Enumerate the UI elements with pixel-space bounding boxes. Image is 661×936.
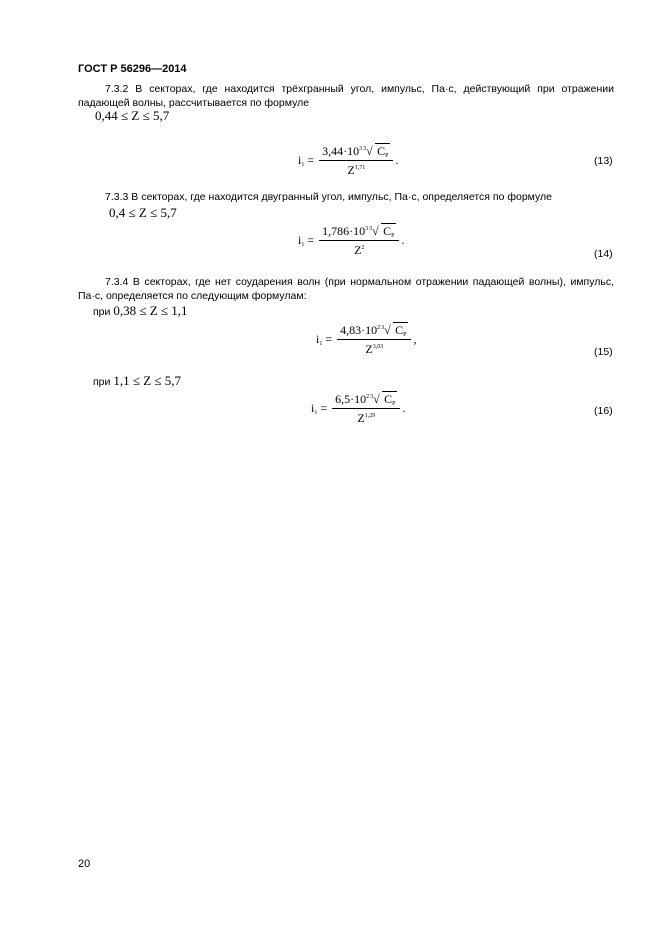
condition-7-3-2: 0,44 ≤ Z ≤ 5,7 [95, 108, 170, 123]
condition-range: 1,1 ≤ Z ≤ 5,7 [113, 373, 182, 388]
formula-numerator: $6,5\cdot 10^{23}$ √ $C_P$ [335, 392, 396, 407]
formula-lhs: $i_1$ = [316, 332, 333, 347]
cube-root-sign: √ $C_P$ [372, 224, 395, 239]
formula-numerator: $4,83\cdot 10^{23}$ √ $C_P$ [340, 323, 407, 338]
condition-prefix: при [93, 306, 111, 318]
formula-13: $i_1$ = $3,44\cdot 10^{33}$ √ $C_P$ Z$^{1,71}$ . [298, 144, 399, 177]
formula-lhs: $i_1$ = [298, 233, 315, 248]
formula-fraction [332, 391, 400, 426]
cube-root-sign: √ $C_P$ [373, 392, 396, 407]
formula-numerator: $1,786\cdot 10^{33}$ √ $C_P$ [322, 224, 395, 239]
page-number: 20 [78, 858, 91, 870]
cube-root-sign: √ $C_P$ [366, 144, 389, 159]
equation-number-14: (14) [594, 248, 613, 260]
formula-denominator: Z$^{1,29}$ [357, 411, 376, 425]
formula-fraction [319, 143, 393, 178]
cube-root-sign: √ $C_P$ [384, 323, 407, 338]
condition-7-3-4b [93, 373, 181, 389]
formula-denominator: Z$^{1,71}$ [347, 163, 366, 177]
document-header: ГОСТ Р 56296—2014 [78, 63, 187, 75]
formula-16: $i_1$ = $6,5\cdot 10^{23}$ √ $C_P$ Z$^{1,29}$ . [311, 392, 406, 425]
formula-fraction [319, 223, 399, 258]
condition-range: 0,38 ≤ Z ≤ 1,1 [113, 303, 188, 318]
formula-lhs: $i_1$ = [311, 401, 328, 416]
paragraph-7-3-4: 7.3.4 В секторах, где нет соударения волн (при нормальном отражении падающей волны), импульс, Па·с, определяется по следующим формулам: [78, 276, 614, 302]
condition-prefix: при [93, 376, 111, 388]
equation-number-13: (13) [594, 155, 613, 167]
formula-14: $i_1$ = $1,786\cdot 10^{33}$ √ $C_P$ $Z^2$ . [298, 224, 405, 257]
equation-number-16: (16) [594, 405, 613, 417]
condition-7-3-3: 0,4 ≤ Z ≤ 5,7 [109, 205, 177, 220]
paragraph-7-3-3: 7.3.3 В секторах, где находится двугранный угол, импульс, Па·с, определяется по формуле [105, 191, 552, 203]
formula-fraction [337, 322, 411, 357]
formula-numerator: $3,44\cdot 10^{33}$ √ $C_P$ [322, 144, 389, 159]
formula-denominator: $Z^2$ [354, 243, 365, 257]
equation-number-15: (15) [594, 346, 613, 358]
paragraph-7-3-2: 7.3.2 В секторах, где находится трёхгранный угол, импульс, Па·с, действующий при отражении падающей волны, рассчитывается по формуле [78, 83, 614, 109]
formula-denominator: Z$^{3,03}$ [365, 342, 384, 356]
formula-lhs: $i_1$ = [298, 153, 315, 168]
condition-7-3-4a [93, 303, 188, 319]
formula-15: $i_1$ = $4,83\cdot 10^{23}$ √ $C_P$ Z$^{3,03}$ , [316, 323, 417, 356]
